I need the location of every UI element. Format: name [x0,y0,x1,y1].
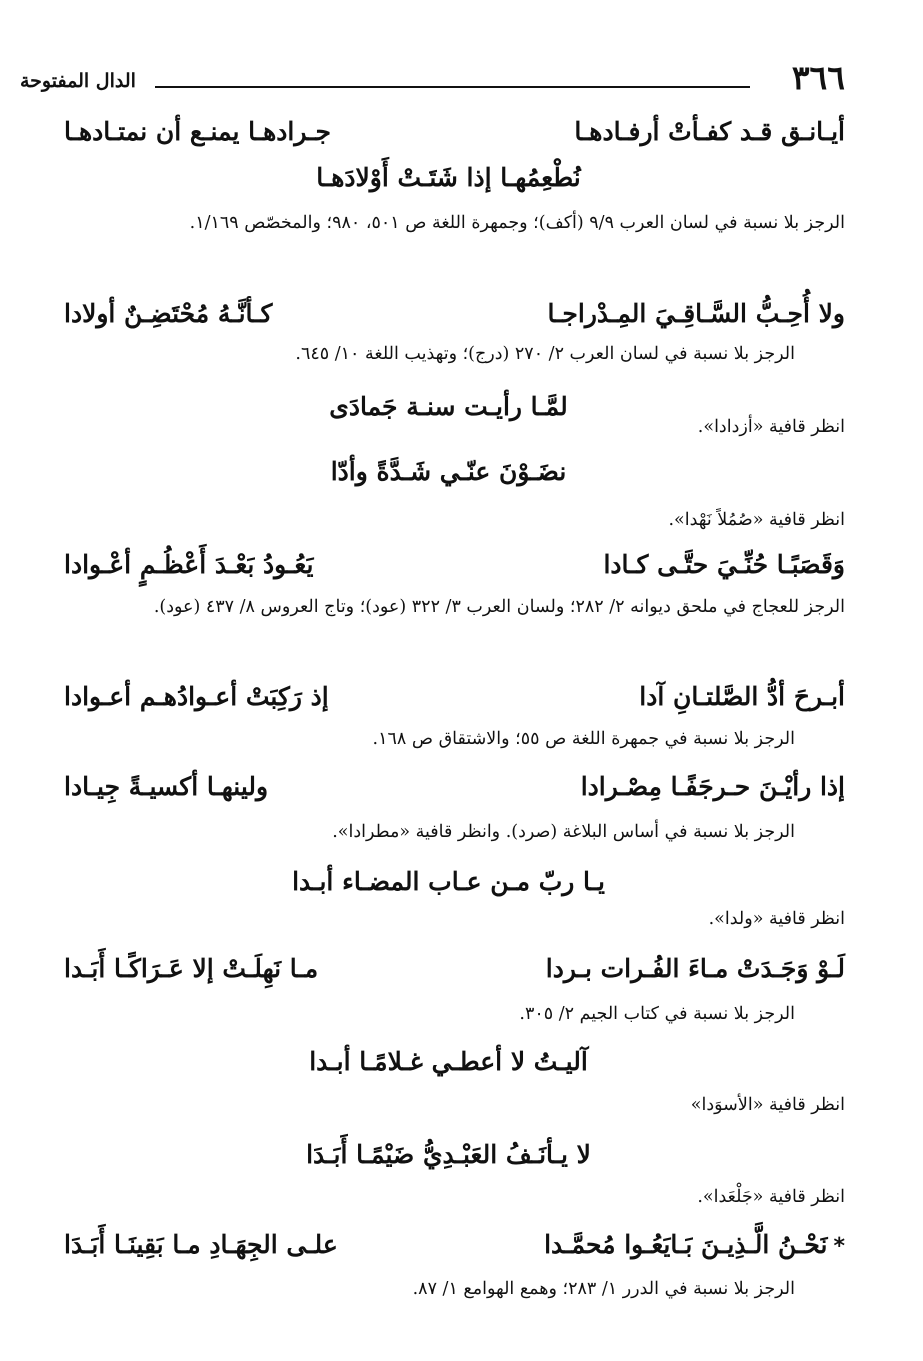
verse-second-hemistich: مـا نَهِلَـتْ إلا عَـرَاكًـا أَبَـدا [64,954,319,983]
verse-text: آليـتُ لا أعطـي غـلامًـا أبـدا [309,1047,588,1076]
verse-text: يـا ربّ مـن عـاب المضـاء أبـدا [292,867,605,896]
footnote: انظر قافية «صُمُلاً نَهْدا». [668,510,845,530]
verse-line [52,949,845,989]
verse-first-hemistich: إذا رأيْـنَ حـرجَفًـا مِصْـرادا [580,772,845,801]
verse-first-hemistich-text: نَحْـنُ الَّـذِيـنَ بَـايَعُـوا مُحمَّـدا [544,1230,828,1259]
verse-second-hemistich: يَعُـودُ بَعْـدَ أَعْظُـمٍ أعْـوادا [64,550,314,579]
verse-line [52,158,845,198]
verse-second-hemistich: جـرادهـا يمنـع أن نمتـادهـا [64,117,331,146]
footnote: انظر قافية «أزدادا». [697,417,845,437]
verse-text: نضَـوْنَ عنّـي شَـدَّةً وأدّا [330,457,567,486]
verse-first-hemistich [544,1225,845,1267]
verse-line [52,1135,845,1175]
verse-first-hemistich: وَقَصَبًـا حُنِّـيَ حتَّـى كـادا [603,550,845,579]
page-header [20,58,845,98]
verse-second-hemistich: إذ رَكِبَتْ أعـوادُهـم أعـوادا [64,682,329,711]
verse-first-hemistich: أبـرحَ أدُّ الصَّلتـانِ آدا [639,682,845,711]
footnote: الرجز بلا نسبة في الدرر ١/ ٢٨٣؛ وهمع الهوامع ١/ ٨٧. [412,1279,795,1299]
footnote: انظر قافية «الأسوَدا» [690,1095,845,1115]
page-content [52,112,845,1331]
verse-second-hemistich: علـى الجِهَـادِ مـا بَقِينَـا أَبَـدَا [64,1230,338,1259]
verse-text: لا يـأنَـفُ العَبْـدِيُّ ضَيْمًـا أَبَـدَا [306,1140,591,1169]
verse-line [52,677,845,717]
header-rule [155,86,750,88]
verse-first-hemistich: لَـوْ وَجَـدَتْ مـاءَ الفُـرات بـردا [545,954,845,983]
verse-line [52,862,845,902]
footnote: انظر قافية «ولدا». [708,909,845,929]
verse-line [52,294,845,334]
footnote: انظر قافية «جَلْعَدا». [697,1187,845,1207]
verse-first-hemistich: أيـانـق قـد كفـأتْ أرفـادهـا [574,117,845,146]
chapter-title: الدال المفتوحة [20,70,136,92]
verse-text: نُطْعِمُهـا إذا شَتَـتْ أَوْلادَهـا [316,163,581,192]
verse-line [52,1042,845,1082]
verse-line [52,545,845,585]
verse-second-hemistich: ولينهـا أكسيـةً جِيـادا [64,772,269,801]
verse-line [52,112,845,152]
footnote: الرجز بلا نسبة في لسان العرب ٢/ ٢٧٠ (درج)؛ وتهذيب اللغة ١٠/ ٦٤٥. [295,344,795,364]
verse-second-hemistich: كـأنَّـهُ مُحْتَضِـنٌ أولادا [64,299,273,328]
verse-line [52,767,845,807]
footnote: الرجز بلا نسبة في أساس البلاغة (صرد). وانظر قافية «مطرادا». [332,822,795,842]
footnote: الرجز بلا نسبة في لسان العرب ٩/٩ (أكف)؛ وجمهرة اللغة ص ٥٠١، ٩٨٠؛ والمخصّص ١/١٦٩. [189,213,845,233]
footnote: الرجز بلا نسبة في كتاب الجيم ٢/ ٣٠٥. [519,1004,795,1024]
verse-text: لمَّـا رأيـت سنـة جَمادَى [329,392,568,421]
verse-line [52,452,845,492]
footnote: الرجز بلا نسبة في جمهرة اللغة ص ٥٥؛ والاشتقاق ص ١٦٨. [372,729,795,749]
verse-line [52,1225,845,1267]
star-marker: * [833,1234,845,1259]
page-number: ٣٦٦ [791,58,845,97]
footnote: الرجز للعجاج في ملحق ديوانه ٢/ ٢٨٢؛ ولسان العرب ٣/ ٣٢٢ (عود)؛ وتاج العروس ٨/ ٤٣٧ (عود). [153,597,845,617]
verse-first-hemistich: ولا أُحِـبُّ السَّـاقِـيَ المِـدْراجـا [547,299,845,328]
